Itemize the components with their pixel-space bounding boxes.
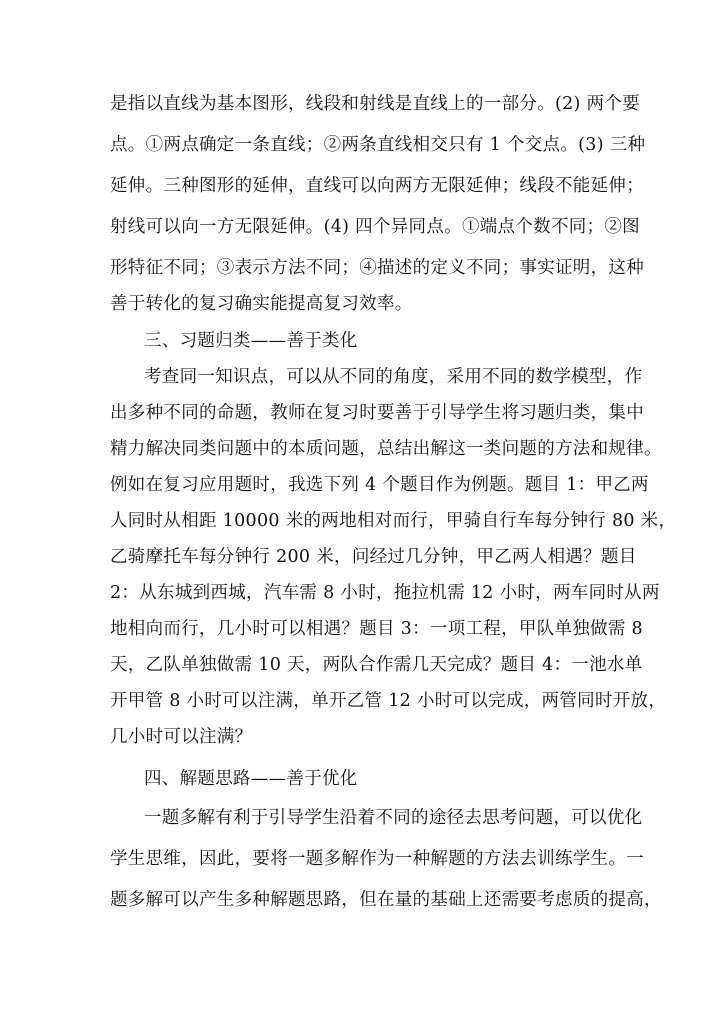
paragraph1-line: 射线可以向一方无限延伸。(4) 四个异同点。①端点个数不同；②图 xyxy=(110,217,640,237)
paragraph2-line: 天，乙队单独做需 10 天，两队合作需几天完成？题目 4：一池水单 xyxy=(110,655,643,675)
section-heading: 三、习题归类——善于类化 xyxy=(144,331,358,351)
paragraph3-line: 题多解可以产生多种解题思路，但在量的基础上还需要考虑质的提高， xyxy=(110,890,662,910)
paragraph1-line: 延伸。三种图形的延伸，直线可以向两方无限延伸；线段不能延伸； xyxy=(110,176,644,196)
paragraph2-line: 地相向而行，几小时可以相遇？题目 3：一项工程，甲队单独做需 8 xyxy=(110,619,643,639)
paragraph2-line: 人同时从相距 10000 米的两地相对而行，甲骑自行车每分钟行 80 米， xyxy=(110,511,677,531)
paragraph2-line: 2：从东城到西城，汽车需 8 小时，拖拉机需 12 小时，两车同时从两 xyxy=(110,583,660,603)
paragraph2-line: 出多种不同的命题，教师在复习时要善于引导学生将习题归类，集中 xyxy=(110,403,644,423)
paragraph1-line: 形特征不同；③表示方法不同；④描述的定义不同；事实证明，这种 xyxy=(110,258,644,278)
paragraph2-line: 精力解决同类问题中的本质问题，总结出解这一类问题的方法和规律。 xyxy=(110,439,662,459)
paragraph2-line: 乙骑摩托车每分钟行 200 米，问经过几分钟，甲乙两人相遇？题目 xyxy=(110,547,637,567)
paragraph2-line: 开甲管 8 小时可以注满，单开乙管 12 小时可以完成，两管同时开放， xyxy=(110,691,667,711)
paragraph1-line: 是指以直线为基本图形，线段和射线是直线上的一部分。(2) 两个要 xyxy=(110,94,640,114)
paragraph2-line: 几小时可以注满？ xyxy=(110,727,253,747)
paragraph3-line: 一题多解有利于引导学生沿着不同的途径去思考问题，可以优化 xyxy=(144,808,643,828)
paragraph3-line: 学生思维，因此，要将一题多解作为一种解题的方法去训练学生。一 xyxy=(110,849,644,869)
paragraph2-line: 例如在复习应用题时，我选下列 4 个题目作为例题。题目 1：甲乙两 xyxy=(110,475,649,495)
section-heading: 四、解题思路——善于优化 xyxy=(144,769,358,789)
paragraph2-line: 考查同一知识点，可以从不同的角度，采用不同的数学模型，作 xyxy=(144,367,643,387)
paragraph1-line: 善于转化的复习确实能提高复习效率。 xyxy=(110,294,413,314)
paragraph1-line: 点。①两点确定一条直线；②两条直线相交只有 1 个交点。(3) 三种 xyxy=(110,135,646,155)
